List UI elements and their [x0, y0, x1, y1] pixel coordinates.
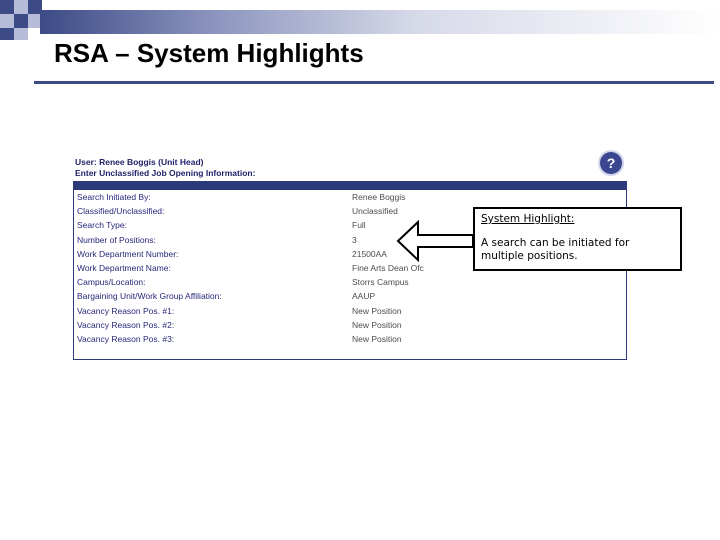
deco-square	[0, 0, 14, 14]
row-value: AAUP	[352, 291, 376, 302]
row-value: 3	[352, 234, 357, 245]
row-value: Full	[352, 220, 366, 231]
user-line: User: Renee Boggis (Unit Head)	[75, 157, 204, 167]
row-value: Fine Arts Dean Ofc	[352, 262, 424, 273]
row-label: Vacancy Reason Pos. #2:	[77, 319, 175, 330]
row-label: Search Initiated By:	[77, 192, 151, 202]
row-value: Unclassified	[352, 206, 398, 217]
callout-heading: System Highlight:	[481, 213, 575, 225]
row-value: Renee Boggis	[352, 192, 406, 202]
row-value: Storrs Campus	[352, 277, 409, 288]
slide-title: RSA – System Highlights	[54, 38, 364, 68]
row-value: New Position	[352, 333, 402, 344]
row-label: Number of Positions:	[77, 234, 156, 245]
callout-body: A search can be initiated for multiple positions.	[481, 237, 630, 262]
row-label: Classified/Unclassified:	[77, 206, 165, 217]
title-rule	[34, 81, 714, 84]
header-decoration	[0, 0, 720, 40]
instruction-line: Enter Unclassified Job Opening Information:	[75, 168, 256, 178]
callout-arrow-icon	[396, 220, 474, 262]
system-highlight-callout	[473, 207, 682, 271]
row-value: New Position	[352, 305, 402, 316]
title-band	[40, 10, 720, 34]
row-value: 21500AA	[352, 248, 387, 259]
table-row	[74, 289, 626, 303]
deco-square	[14, 0, 28, 14]
row-label: Vacancy Reason Pos. #3:	[77, 333, 175, 344]
row-label: Search Type:	[77, 220, 127, 231]
row-label: Work Department Number:	[77, 248, 179, 259]
table-row	[74, 304, 626, 318]
deco-square	[0, 28, 14, 40]
deco-square	[0, 14, 14, 28]
help-icon[interactable]: ?	[600, 152, 622, 174]
row-label: Bargaining Unit/Work Group Affiliation:	[77, 291, 222, 302]
row-value: New Position	[352, 319, 402, 330]
table-row	[74, 332, 626, 346]
row-label: Work Department Name:	[77, 262, 171, 273]
deco-square	[14, 14, 28, 28]
table-row	[74, 318, 626, 332]
row-label: Vacancy Reason Pos. #1:	[77, 305, 175, 316]
form-header	[75, 157, 255, 179]
deco-square	[14, 28, 28, 40]
table-row	[74, 190, 626, 204]
table-row	[74, 275, 626, 289]
row-label: Campus/Location:	[77, 277, 146, 288]
